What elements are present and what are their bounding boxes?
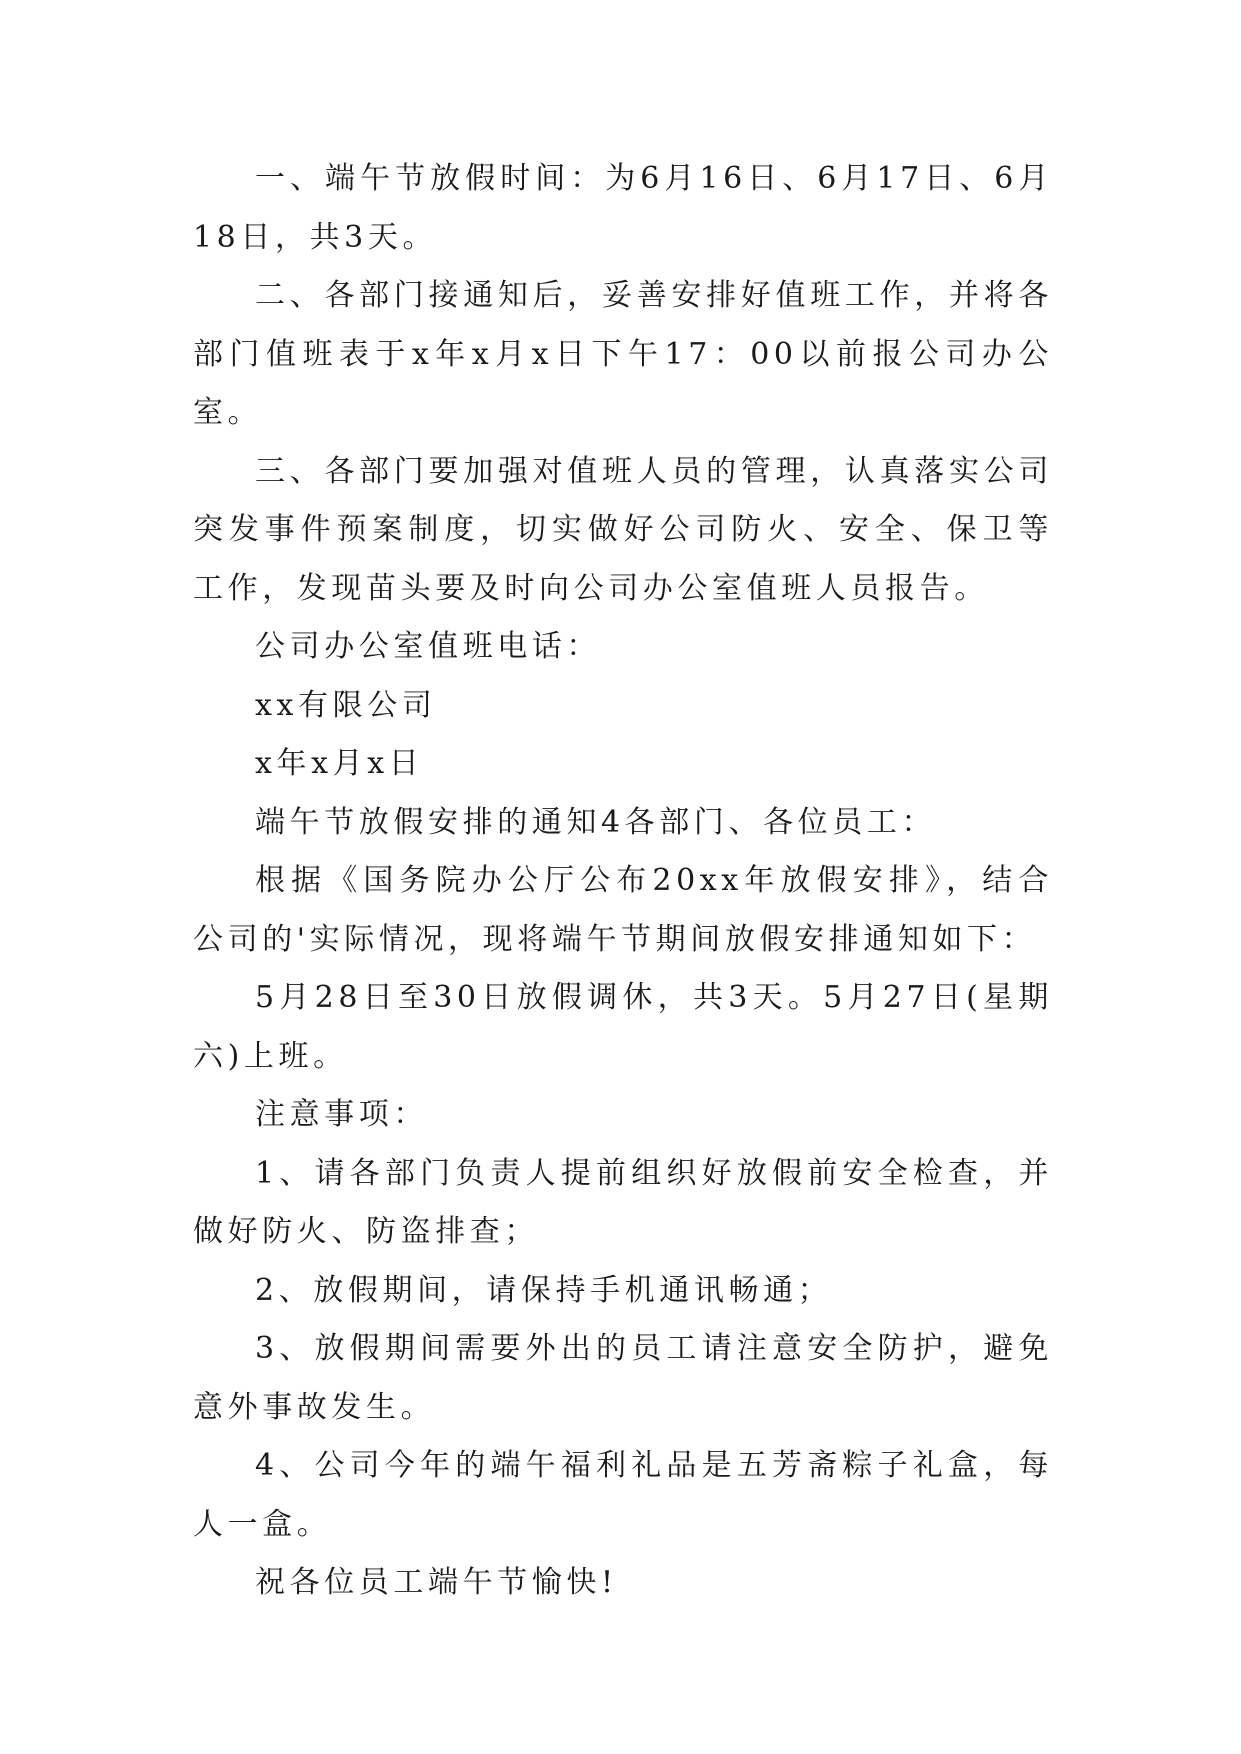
- paragraph-duty-schedule: 二、各部门接通知后，妥善安排好值班工作，并将各部门值班表于x年x月x日下午17：00以前报公司办公室。: [193, 278, 1053, 430]
- paragraph-notes-heading: 注意事项：: [255, 1097, 428, 1132]
- paragraph-notice-intro: 根据《国务院办公厅公布20xx年放假安排》，结合公司的'实际情况，现将端午节期间放假安排通知如下：: [193, 863, 1053, 957]
- paragraph-note-2: 2、放假期间，请保持手机通讯畅通；: [255, 1272, 833, 1308]
- paragraph-company-name: xx有限公司: [255, 687, 437, 723]
- paragraph-holiday-schedule: 5月28日至30日放假调休，共3天。5月27日(星期六)上班。: [193, 980, 1053, 1074]
- paragraph-closing-wishes: 祝各位员工端午节愉快!: [255, 1565, 618, 1600]
- paragraph-notice-heading: 端午节放假安排的通知4各部门、各位员工：: [255, 804, 937, 840]
- paragraph-note-1: 1、请各部门负责人提前组织好放假前安全检查，并做好防火、防盗排查；: [193, 1155, 1053, 1249]
- paragraph-duty-management: 三、各部门要加强对值班人员的管理，认真落实公司突发事件预案制度，切实做好公司防火、安全、保卫等工作，发现苗头要及时向公司办公室值班人员报告。: [193, 453, 1053, 606]
- paragraph-note-4: 4、公司今年的端午福利礼品是五芳斋粽子礼盒，每人一盒。: [193, 1448, 1053, 1542]
- paragraph-date: x年x月x日: [255, 746, 424, 781]
- document-page: [193, 150, 1053, 1613]
- paragraph-holiday-dates: 一、端午节放假时间：为6月16日、6月17日、6月18日，共3天。: [193, 161, 1053, 255]
- paragraph-office-phone: 公司办公室值班电话：: [255, 629, 601, 664]
- paragraph-note-3: 3、放假期间需要外出的员工请注意安全防护，避免意外事故发生。: [193, 1331, 1053, 1425]
